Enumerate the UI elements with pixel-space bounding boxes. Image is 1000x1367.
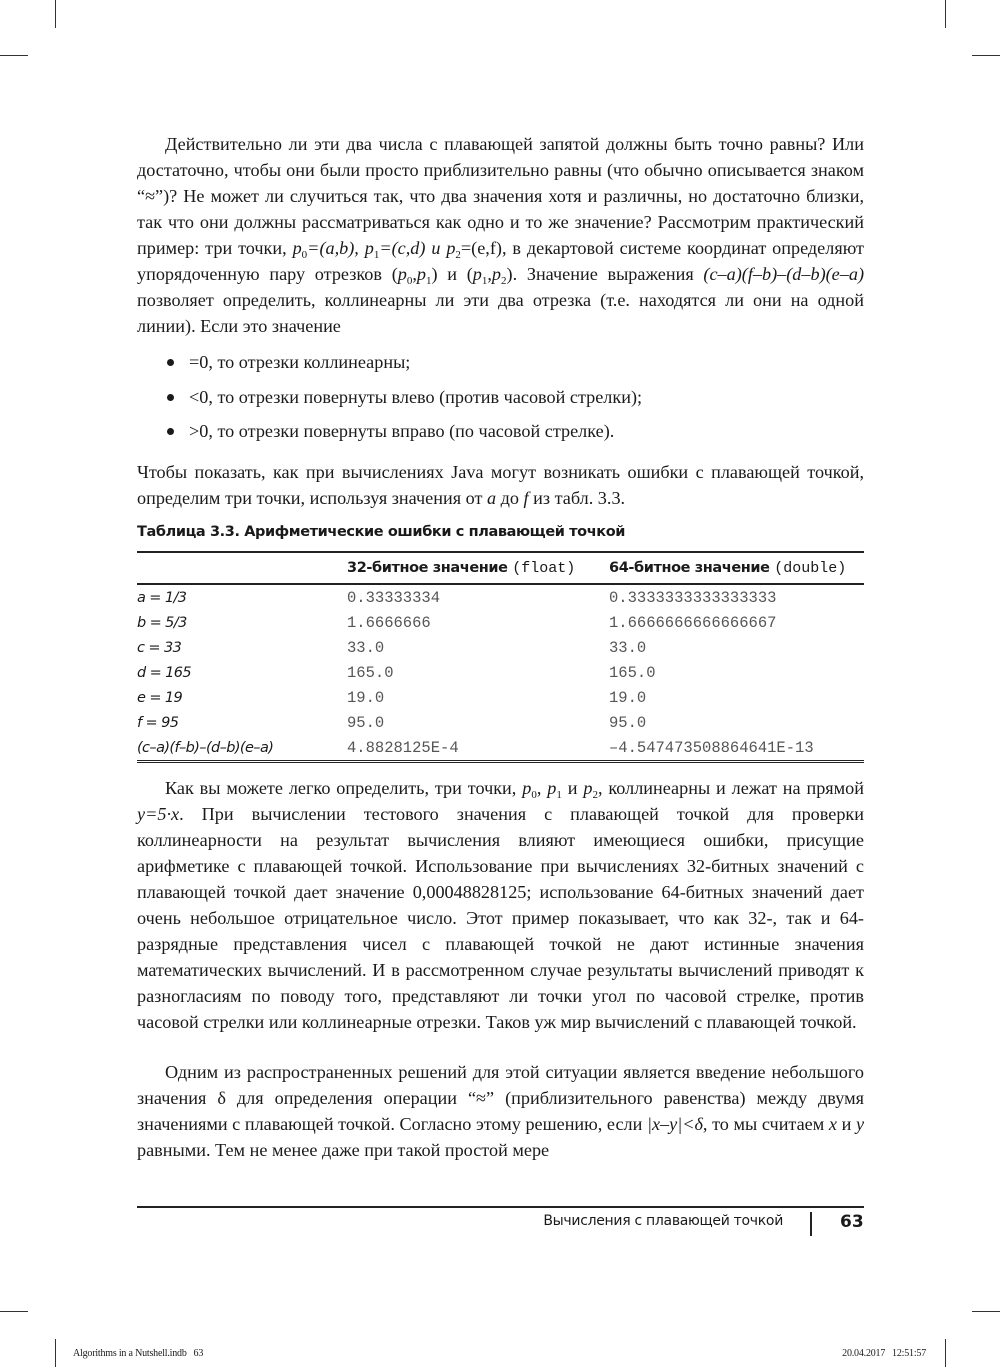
text-run: Как вы можете легко определить, три точки, [165, 778, 523, 798]
header-text: 64-битное значение [609, 559, 775, 576]
value-64bit: 0.3333333333333333 [609, 588, 777, 607]
text-run: , коллинеарны и лежат на прямой [597, 778, 865, 798]
text-run: и [836, 1114, 856, 1134]
list-item [137, 384, 642, 419]
crop-mark [0, 1311, 28, 1312]
subscript: 2 [592, 789, 598, 801]
value-64bit: –4.547473508864641E-13 [609, 738, 814, 757]
page-number: 63 [840, 1212, 864, 1232]
math-var: p [583, 778, 593, 798]
paragraph-delta-solution [137, 1059, 864, 1163]
row-label: a = 1/3 [137, 589, 187, 606]
subscript: 1 [426, 275, 432, 287]
slug-datetime: 20.04.2017 12:51:57 [842, 1348, 926, 1359]
text-run: позволяет определить, коллинеарны ли эти два отрезка (т.е. находятся ли они на одной линии). Если это значение [137, 290, 864, 336]
header-code: (double) [774, 559, 847, 577]
footer-rule [137, 1206, 864, 1208]
crop-mark [945, 1339, 946, 1367]
math-equation: y=5·x [137, 804, 180, 824]
crop-mark [55, 0, 56, 28]
list-item-text: <0, то отрезки повернуты влево (против часовой стрелки); [189, 386, 643, 407]
math-var: x [828, 1114, 837, 1134]
math-var: p [522, 778, 532, 798]
row-label: e = 19 [137, 689, 183, 706]
crop-mark [0, 55, 28, 56]
paragraph-java-example [137, 459, 864, 511]
table-row [137, 660, 864, 685]
subscript: 2 [501, 275, 507, 287]
math-var: y [855, 1114, 865, 1134]
float-error-table [137, 551, 864, 763]
text-run: , [412, 264, 417, 284]
paragraph-intro [137, 131, 864, 339]
math-var: a [486, 488, 497, 508]
bullet-icon [167, 394, 174, 401]
text-run: . При вычислении тестового значения с плавающей точкой для проверки коллинеарности на результат вычисления влияют имеющиеся ошибки, присущие арифметике с плавающей точкой. Использование при вычислениях 32-битных значений с плавающей точкой дает значение 0,00048828125; использование 64-битных значений дает очень небольшое отрицательное число. Этот пример показывает, что как 32-, так и 64-разрядные представления чисел с плавающей точкой не дают истинные значения математических вычислений. И в рассмотренном случае результаты вычислений приводят к разногласиям по поводу того, представляют ли точки угол по часовой стрелке, против часовой стрелки или коллинеарные отрезки. Таков уж мир вычислений с плавающей точкой. [137, 804, 864, 1032]
text-run: Чтобы показать, как при вычислениях Java могут возникать ошибки с плавающей точкой, определим три точки, используя значения от [137, 462, 864, 508]
text-run: ) и ( [431, 264, 473, 284]
header-code: (float) [512, 559, 576, 577]
row-label: d = 165 [137, 664, 192, 681]
slug-filename: Algorithms in a Nutshell.indb 63 [73, 1348, 204, 1359]
subscript: 0 [406, 275, 413, 287]
value-32bit: 19.0 [347, 688, 385, 707]
table-header-64bit [609, 552, 864, 584]
math-expr: =(a,b), [307, 238, 365, 258]
table-header-row [137, 552, 864, 584]
subscript: 1 [373, 249, 380, 261]
math-var: p [547, 778, 557, 798]
math-var: p [491, 264, 502, 284]
crop-mark [972, 1311, 1000, 1312]
math-expr: =(c,d) и [379, 238, 447, 258]
table-row [137, 635, 864, 660]
value-32bit: 0.33333334 [347, 588, 441, 607]
math-var: p [446, 238, 456, 258]
running-head: Вычисления с плавающей точкой [543, 1213, 783, 1229]
paragraph-collinear-analysis [137, 775, 864, 1035]
table-header-empty [137, 552, 347, 584]
table-row [137, 610, 864, 635]
value-64bit: 19.0 [609, 688, 647, 707]
subscript: 0 [531, 789, 537, 801]
crop-mark [945, 0, 946, 28]
list-item [137, 349, 642, 384]
list-item-text: =0, то отрезки коллинеарны; [189, 352, 411, 372]
row-label: (c–a)(f–b)–(d–b)(e–a) [137, 739, 274, 756]
text-run: , [487, 264, 492, 284]
row-label: f = 95 [137, 714, 179, 731]
value-64bit: 165.0 [609, 663, 656, 682]
subscript: 1 [556, 789, 562, 801]
value-64bit: 95.0 [609, 713, 647, 732]
table-row [137, 735, 864, 762]
text-run: и [561, 778, 584, 798]
table-row [137, 685, 864, 710]
value-32bit: 95.0 [347, 713, 385, 732]
row-label: b = 5/3 [137, 614, 187, 631]
math-var: p [472, 264, 482, 284]
text-run: равными. Тем не менее даже при такой простой мере [137, 1140, 550, 1160]
subscript: 0 [301, 249, 308, 261]
math-var: p [364, 238, 374, 258]
math-var: f [523, 488, 529, 508]
value-32bit: 165.0 [347, 663, 394, 682]
math-var: p [397, 264, 407, 284]
math-inequality: |x–y|<δ [646, 1114, 703, 1134]
text-run: Одним из распространенных решений для этой ситуации является введение небольшого значения δ для определения операции “≈” (приблизительного равенства) между двумя значениями с плавающей точкой. Согласно этому решению, если [137, 1062, 864, 1134]
table-caption: Таблица 3.3. Арифметические ошибки с плавающей точкой [137, 524, 626, 540]
value-32bit: 33.0 [347, 638, 385, 657]
table-row [137, 710, 864, 735]
bullet-icon [167, 428, 174, 435]
text-run: Действительно ли эти два числа с плавающей запятой должны быть точно равны? Или достаточно, чтобы они были просто приблизительно равны (что обычно описывается знаком “≈”)? Не может ли случиться так, что два значения хотя и различны, но достаточно близки, так что они должны рассматриваться как одно и то же значение? Рассмотрим практический пример: три точки, [137, 134, 864, 258]
text-run: , то мы считаем [702, 1114, 829, 1134]
text-run: до [496, 488, 524, 508]
value-64bit: 33.0 [609, 638, 647, 657]
subscript: 2 [455, 249, 461, 261]
value-64bit: 1.6666666666666667 [609, 613, 777, 632]
table-header-32bit [347, 552, 609, 584]
subscript: 1 [481, 275, 488, 287]
value-32bit: 4.8828125E-4 [347, 738, 459, 757]
table-row [137, 584, 864, 610]
math-expression: (c–a)(f–b)–(d–b)(e–a) [703, 264, 864, 284]
condition-list [137, 349, 642, 453]
running-head-divider [810, 1212, 812, 1236]
list-item-text: >0, то отрезки повернуты вправо (по часовой стрелке). [189, 421, 615, 441]
value-32bit: 1.6666666 [347, 613, 431, 632]
bullet-icon [167, 359, 174, 366]
crop-mark [972, 55, 1000, 56]
text-run: , [536, 778, 548, 798]
math-var: p [292, 238, 302, 258]
math-var: p [416, 264, 426, 284]
text-run: ). Значение выражения [506, 264, 704, 284]
list-item [137, 418, 642, 453]
text-run: из табл. 3.3. [528, 488, 626, 508]
text-run: =(e,f), в декартовой системе координат определяют упорядоченную пару отрезков ( [137, 238, 864, 284]
crop-mark [55, 1339, 56, 1367]
header-text: 32-битное значение [347, 559, 513, 576]
row-label: c = 33 [137, 639, 182, 656]
